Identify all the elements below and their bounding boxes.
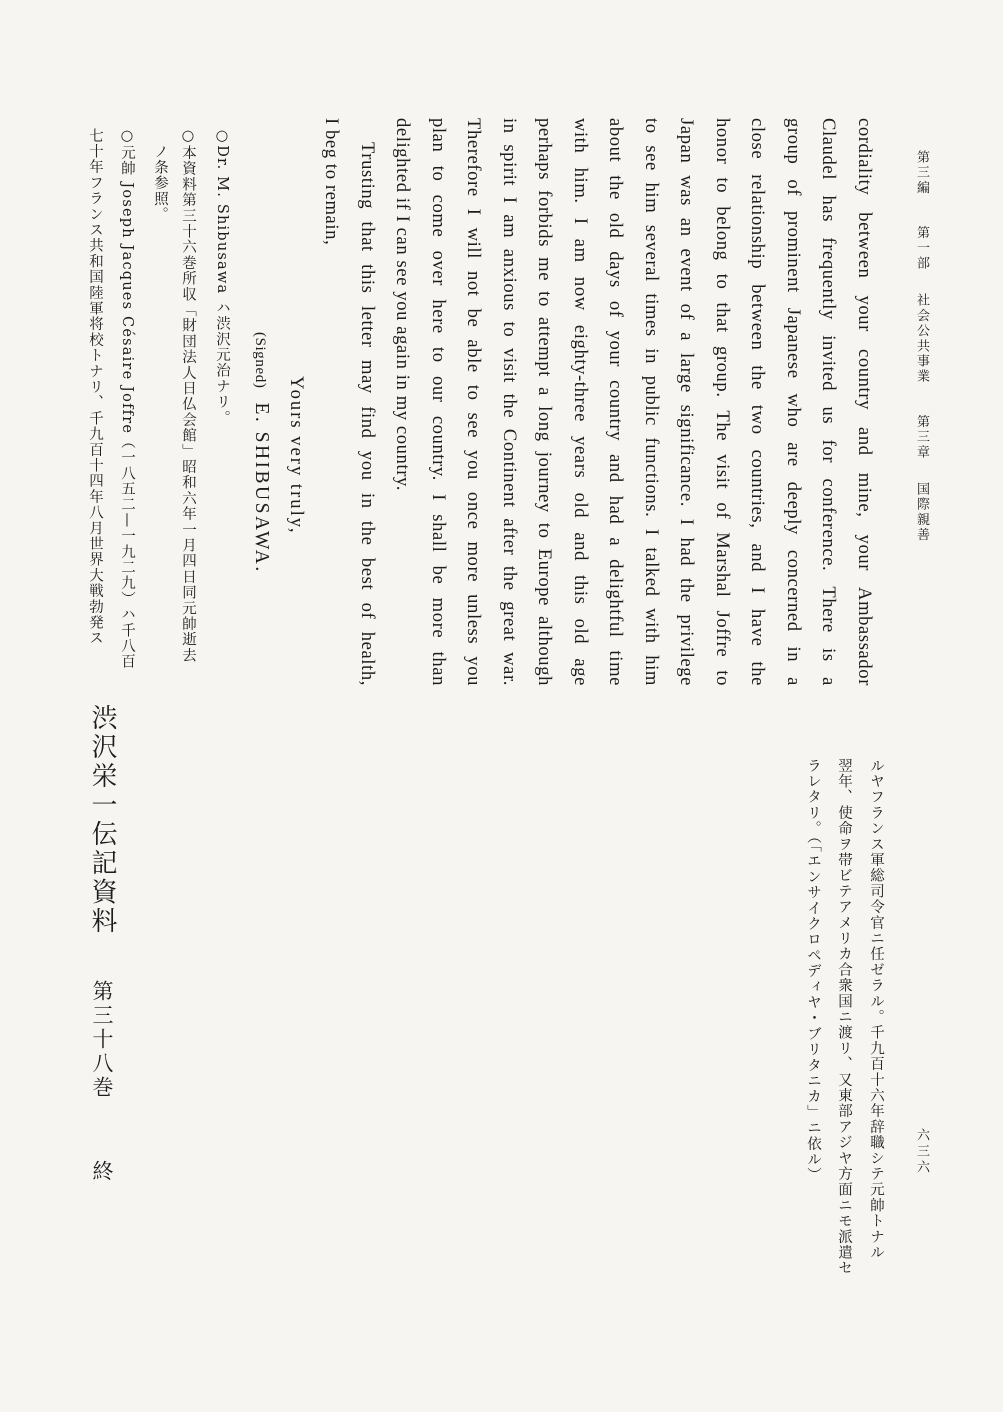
letter-line: Trusting that this letter may find you in the best of health, — [357, 142, 378, 686]
note-joffre-b: 七十年フランス共和国陸軍将校トナリ、千九百十四年八月世界大戦勃発ス — [87, 128, 103, 647]
note-joffre-c: ルヤフランス軍総司令官ニ任ゼラル。千九百十六年辞職シテ元帥トナル — [868, 758, 884, 1261]
letter-line: delighted if I can see you again in my country. — [392, 118, 414, 491]
colophon-end: 終 — [90, 1160, 114, 1184]
colophon-title: 渋沢栄一伝記資料 — [87, 704, 117, 936]
header-chapter-title: 国際親善 — [914, 482, 929, 543]
letter-line: Therefore I will not be able to see you once more unless you — [463, 118, 485, 686]
letter-line: I beg to remain, — [321, 118, 343, 246]
letter-line: Japan was an event of a large significance. I had the privilege — [676, 118, 698, 686]
colophon-volume: 第三十八巻 — [90, 980, 114, 1100]
header-section: 第三編 — [914, 150, 929, 196]
note-joffre-d: 翌年、使命ヲ帯ビテアメリカ合衆国ニ渡リ、又東部アジヤ方面ニモ派遣セ — [836, 758, 852, 1277]
letter-line: perhaps forbids me to attempt a long journey to Europe although — [534, 118, 556, 686]
letter-paragraph-1 — [385, 118, 882, 686]
letter-closing: Yours very truly, — [286, 376, 307, 535]
letter-line: close relationship between the two countries, and I have the — [747, 118, 769, 686]
note-reference-a: ○本資料第三十六巻所収「財団法人日仏会館」昭和六年一月四日同元帥逝去 — [180, 128, 196, 664]
note-joffre-e: ラレタリ。（「エンサイクロペディヤ・ブリタニカ」ニ依ル） — [805, 758, 821, 1184]
letter-line: honor to belong to that group. The visit of Marshal Joffre to — [712, 118, 733, 686]
header-part-title: 社会公共事業 — [914, 293, 929, 385]
letter-line: with him. I am now eighty-three years old and this old age — [570, 118, 591, 686]
letter-line: about the old days of your country and had a delightful time — [605, 118, 627, 686]
letter-line: in spirit I am anxious to visit the Continent after the great war. — [499, 118, 520, 686]
signature-name: E. SHIBUSAWA. — [251, 402, 272, 574]
letter-line: plan to come over here to our country. I shall be more than — [428, 118, 449, 686]
letter-line: cordiality between your country and mine, your Ambassador — [854, 118, 875, 686]
letter-line: to see him several times in public functions. I talked with him — [641, 118, 662, 686]
note-joffre-a: ○元帥 Joseph Jacques Césaire Joffre（一八五二—一九二九）ハ千八百 — [119, 128, 135, 670]
letter-line: group of prominent Japanese who are deeply concerned in a — [783, 118, 804, 686]
running-header — [912, 150, 931, 543]
letter-paragraph-2 — [314, 118, 385, 686]
letter-body — [251, 118, 882, 686]
note-reference-b: ノ条参照。 — [152, 144, 168, 223]
header-part: 第一部 — [914, 225, 929, 272]
note-shibusawa: ○Dr. M. Shibusawa ハ渋沢元治ナリ。 — [214, 128, 230, 426]
letter-line: Claudel has frequently invited us for conference. There is a — [818, 118, 840, 686]
colophon — [84, 704, 121, 1184]
signed-label: (Signed) — [252, 332, 268, 389]
page-number: 六三六 — [914, 1128, 929, 1176]
letter-signature-line — [244, 118, 279, 686]
header-chapter: 第三章 — [914, 414, 929, 461]
